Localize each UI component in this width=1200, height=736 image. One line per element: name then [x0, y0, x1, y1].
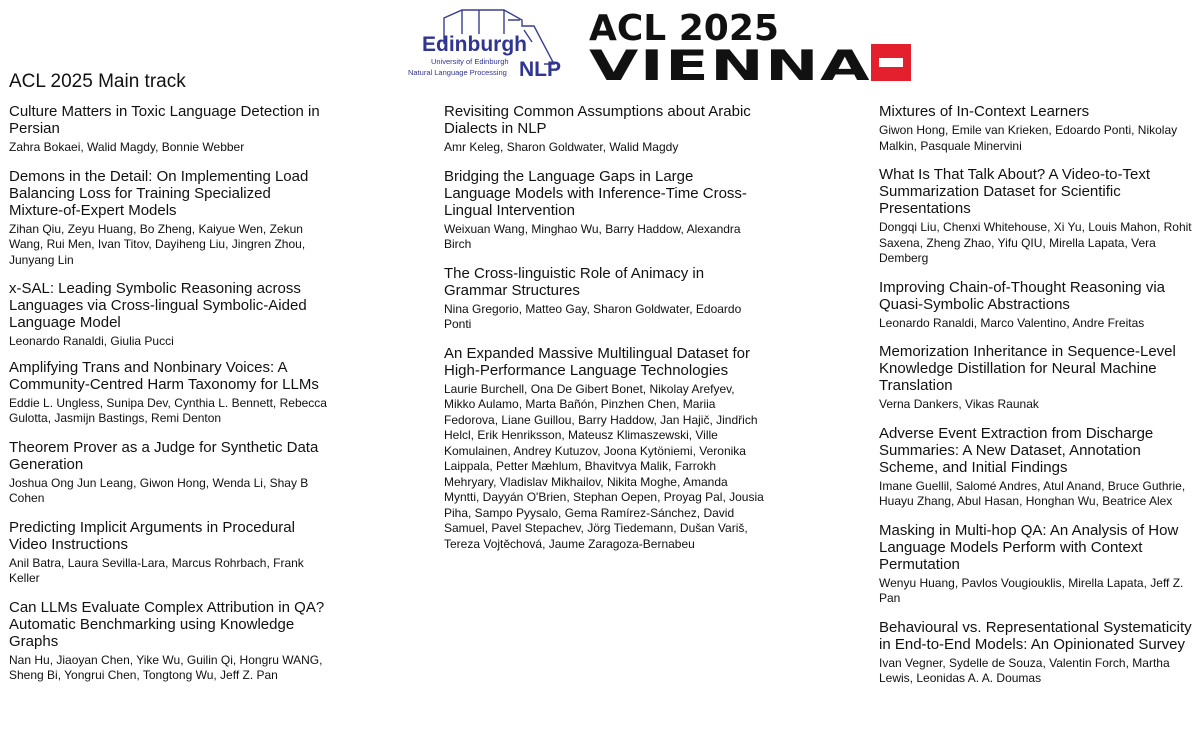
paper-title: Amplifying Trans and Nonbinary Voices: A Community-Centred Harm Taxonomy for LLMs — [9, 358, 319, 393]
paper-title: Theorem Prover as a Judge for Synthetic Data Generation — [9, 438, 319, 473]
edinburgh-nlp-logo — [404, 4, 564, 82]
paper-authors: Leonardo Ranaldi, Marco Valentino, Andre Freitas — [879, 315, 1145, 330]
paper-entry — [9, 599, 329, 684]
paper-authors: Leonardo Ranaldi, Giulia Pucci — [9, 334, 174, 348]
paper-title: The Cross-linguistic Role of Animacy in Grammar Structures — [444, 264, 705, 299]
papers-column-1 — [9, 103, 329, 696]
paper-entry — [9, 168, 329, 269]
paper-authors: Wenyu Huang, Pavlos Vougiouklis, Mirella Lapata, Jeff Z. Pan — [879, 575, 1184, 605]
paper-authors: Zihan Qiu, Zeyu Huang, Bo Zheng, Kaiyue Wen, Zekun Wang, Rui Men, Ivan Titov, Dayiheng Liu, Jingren Zhou, Junyang Lin — [9, 221, 306, 267]
paper-entry — [444, 265, 764, 333]
paper-entry — [879, 522, 1197, 607]
nlp-wordmark: NLP — [519, 58, 561, 81]
paper-entry — [9, 359, 329, 427]
paper-entry — [9, 103, 329, 156]
paper-entry — [444, 345, 764, 553]
paper-entry — [444, 103, 764, 156]
paper-entry — [879, 343, 1197, 413]
paper-title: An Expanded Massive Multilingual Dataset for High-Performance Language Technologies — [444, 344, 750, 379]
paper-authors: Weixuan Wang, Minghao Wu, Barry Haddow, Alexandra Birch — [444, 221, 741, 251]
paper-title: Behavioural vs. Representational Systematicity in End-to-End Models: An Opinionated Survey — [879, 618, 1192, 653]
paper-title: x-SAL: Leading Symbolic Reasoning across Languages via Cross-lingual Symbolic-Aided Language Model — [9, 280, 307, 331]
paper-authors: Ivan Vegner, Sydelle de Souza, Valentin Forch, Martha Lewis, Leonidas A. A. Doumas — [879, 655, 1170, 685]
vienna-wordmark: VIENNA — [589, 41, 871, 84]
paper-authors: Anil Batra, Laura Sevilla-Lara, Marcus Rohrbach, Frank Keller — [9, 555, 304, 585]
paper-title: Bridging the Language Gaps in Large Language Models with Inference-Time Cross-Lingual Intervention — [444, 167, 747, 219]
papers-column-3 — [879, 103, 1197, 699]
paper-title: Improving Chain-of-Thought Reasoning via Quasi-Symbolic Abstractions — [879, 278, 1165, 313]
paper-title: Can LLMs Evaluate Complex Attribution in QA? Automatic Benchmarking using Knowledge Graphs — [9, 598, 325, 650]
paper-title: Culture Matters in Toxic Language Detection in Persian — [9, 103, 320, 137]
paper-entry — [9, 280, 329, 350]
paper-entry — [444, 168, 764, 253]
acl-2025-wordmark: ACL 2025 — [589, 8, 779, 49]
paper-authors: Zahra Bokaei, Walid Magdy, Bonnie Webber — [9, 140, 245, 154]
paper-title: Demons in the Detail: On Implementing Load Balancing Loss for Training Specialized Mixture-of-Expert Models — [9, 167, 309, 219]
edinburgh-nlp-sublabel: Natural Language Processing — [408, 68, 507, 77]
paper-title: Adverse Event Extraction from Discharge Summaries: A New Dataset, Annotation Scheme, and Initial Findings — [879, 424, 1154, 476]
acl-vienna-logo — [585, 6, 915, 84]
paper-entry — [879, 103, 1197, 154]
paper-authors: Giwon Hong, Emile van Krieken, Edoardo Ponti, Nikolay Malkin, Pasquale Minervini — [879, 123, 1178, 153]
paper-authors: Laurie Burchell, Ona De Gibert Bonet, Nikolay Arefyev, Mikko Aulamo, Marta Bañón, Pinzhen Chen, Mariia Fedorova, Liane Guillou, Barry Haddow, Jan Hajič, Jindřich Helcl, Erik Henriksson, Mateusz Klimaszewski, Ville Komulainen, Andrey Kutuzov, Joona Kytöniemi, Veronika Laippala, Petter Mæhlum, Bhavitvya Malik, Farrokh Mehryary, Vladislav Mikhailov, Nikita Moghe, Amanda Myntti, Dayyán O'Brien, Stephan Oepen, Proyag Pal, Jousia Piha, Sampo Pyysalo, Gema Ramírez-Sánchez, David Samuel, Pavel Stepachev, Jörg Tiedemann, Dušan Variš, Tereza Vojtěchová, Jaume Zaragoza-Bernabeu — [444, 381, 764, 551]
paper-entry — [879, 619, 1197, 687]
paper-authors: Eddie L. Ungless, Sunipa Dev, Cynthia L. Bennett, Rebecca Gulotta, Jasmijn Bastings, Remi Denton — [9, 395, 327, 425]
paper-authors: Dongqi Liu, Chenxi Whitehouse, Xi Yu, Louis Mahon, Rohit Saxena, Zheng Zhao, Yifu QIU, Mirella Lapata, Vera Demberg — [879, 220, 1192, 265]
paper-title: Masking in Multi-hop QA: An Analysis of How Language Models Perform with Context Permutation — [879, 521, 1179, 573]
paper-title: Predicting Implicit Arguments in Procedural Video Instructions — [9, 518, 295, 553]
paper-entry — [9, 439, 329, 507]
paper-authors: Amr Keleg, Sharon Goldwater, Walid Magdy — [444, 140, 679, 154]
paper-title: Mixtures of In-Context Learners — [879, 103, 1090, 120]
paper-entry — [879, 279, 1197, 332]
paper-title: Revisiting Common Assumptions about Arabic Dialects in NLP — [444, 103, 751, 137]
track-title: ACL 2025 Main track — [9, 71, 186, 92]
paper-title: Memorization Inheritance in Sequence-Level Knowledge Distillation for Neural Machine Translation — [879, 343, 1176, 394]
papers-column-2 — [444, 103, 764, 564]
edinburgh-wordmark: Edinburgh — [422, 33, 527, 56]
paper-title: What Is That Talk About? A Video-to-Text Summarization Dataset for Scientific Presentations — [879, 166, 1150, 217]
paper-authors: Joshua Ong Jun Leang, Giwon Hong, Wenda Li, Shay B Cohen — [9, 475, 309, 505]
paper-authors: Verna Dankers, Vikas Raunak — [879, 397, 1039, 411]
paper-authors: Nan Hu, Jiaoyan Chen, Yike Wu, Guilin Qi, Hongru WANG, Sheng Bi, Yongrui Chen, Tongtong Wu, Jeff Z. Pan — [9, 652, 323, 682]
paper-authors: Nina Gregorio, Matteo Gay, Sharon Goldwater, Edoardo Ponti — [444, 301, 742, 331]
paper-entry — [879, 425, 1197, 510]
vienna-flag-stripe — [879, 58, 903, 67]
edinburgh-university-label: University of Edinburgh — [431, 57, 509, 66]
paper-entry — [9, 519, 329, 587]
paper-entry — [879, 166, 1197, 267]
paper-authors: Imane Guellil, Salomé Andres, Atul Anand, Bruce Guthrie, Huayu Zhang, Abul Hasan, Honghan Wu, Beatrice Alex — [879, 478, 1186, 508]
